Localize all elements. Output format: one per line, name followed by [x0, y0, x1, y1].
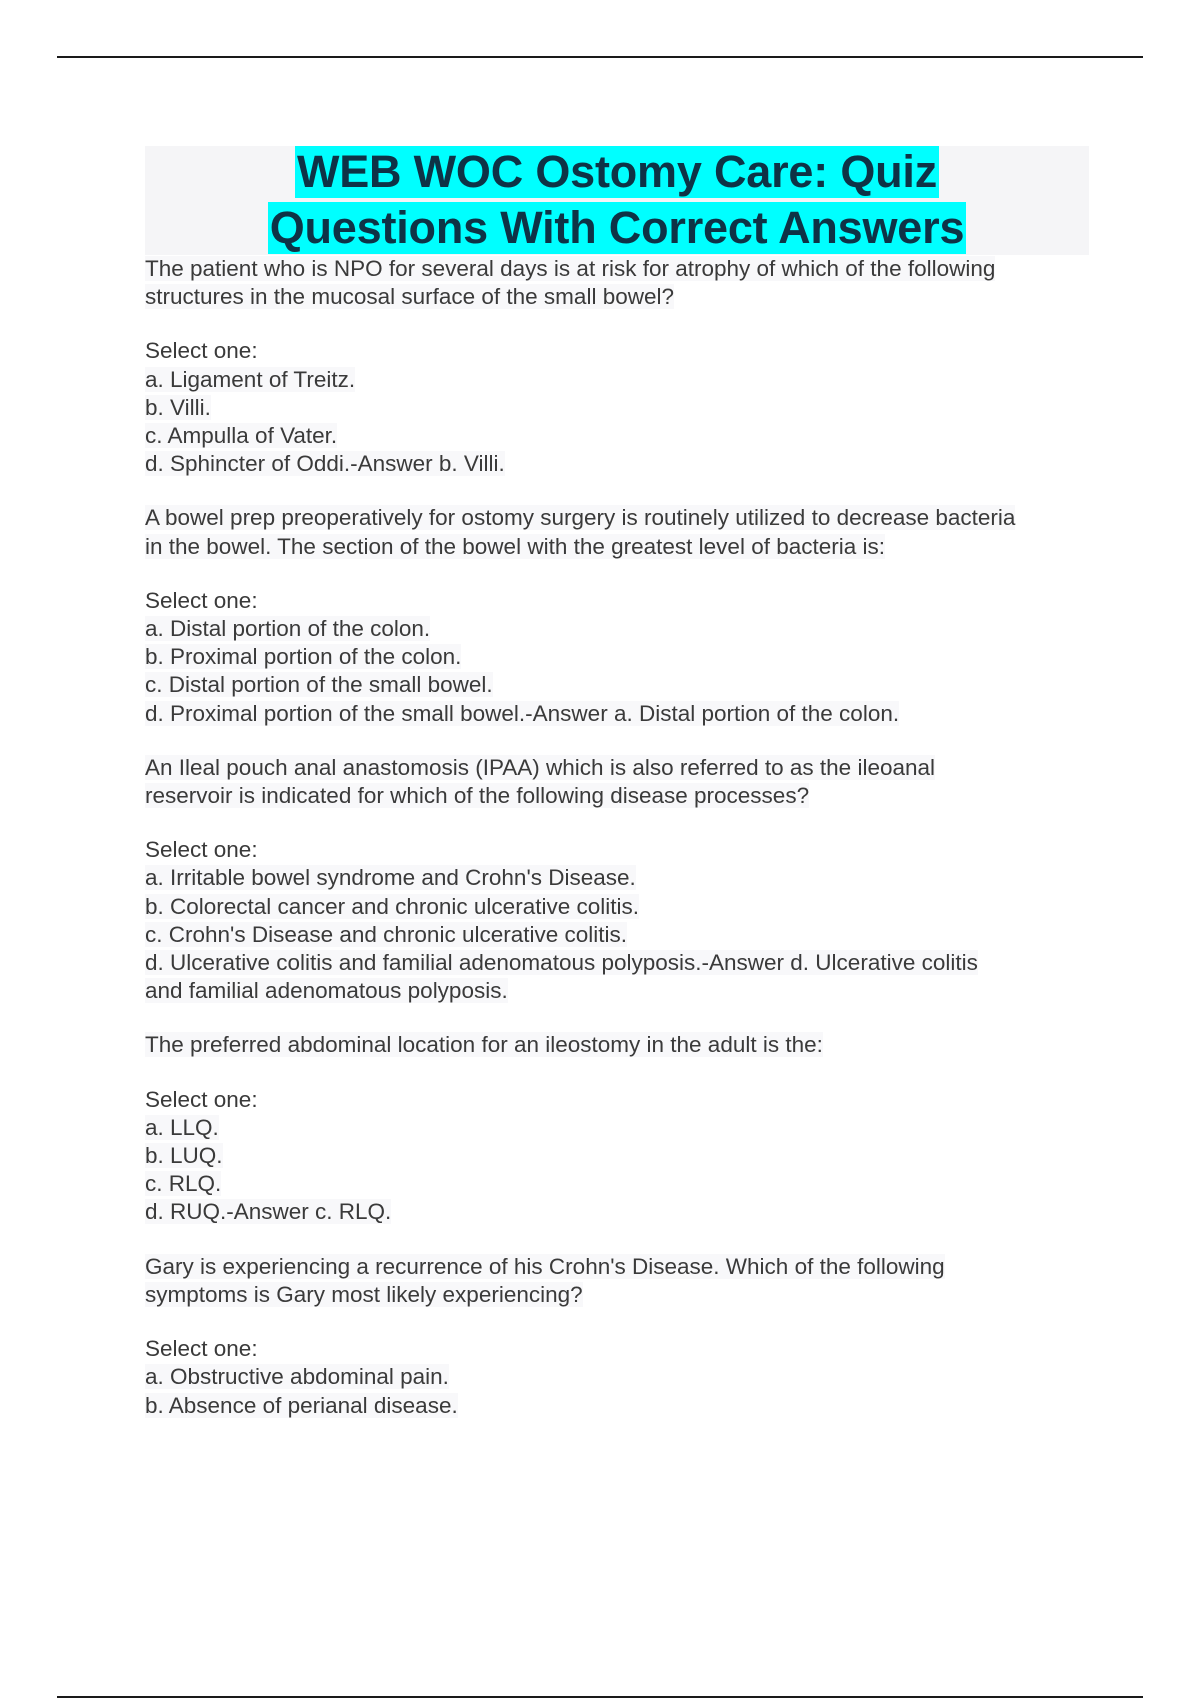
question-text: in the bowel. The section of the bowel with the greatest level of bacteria is:	[145, 533, 886, 559]
question-text-line	[145, 1281, 1089, 1309]
question-text-line	[145, 255, 1089, 283]
title-line-2: Questions With Correct Answers	[269, 202, 965, 253]
spacer	[145, 561, 1089, 587]
answer-option-line	[145, 921, 1089, 949]
answer-option-text: b. LUQ.	[145, 1143, 223, 1169]
title-line-1: WEB WOC Ostomy Care: Quiz	[296, 146, 938, 197]
question-text: reservoir is indicated for which of the following disease processes?	[145, 783, 810, 809]
question-text-line	[145, 504, 1089, 532]
select-one-label: Select one:	[145, 338, 258, 364]
question-text-line	[145, 1031, 1089, 1059]
answer-option-line	[145, 1363, 1089, 1391]
question-text: Gary is experiencing a recurrence of his Crohn's Disease. Which of the following	[145, 1253, 945, 1279]
answer-option-text: a. Distal portion of the colon.	[145, 616, 431, 642]
top-rule	[57, 56, 1143, 58]
question-text: An Ileal pouch anal anastomosis (IPAA) which is also referred to as the ileoanal	[145, 754, 936, 780]
answer-option-text: c. Crohn's Disease and chronic ulcerative colitis.	[145, 921, 628, 947]
answer-option-text: a. Obstructive abdominal pain.	[145, 1364, 449, 1390]
answer-option-line	[145, 1114, 1089, 1142]
answer-option-text: a. Ligament of Treitz.	[145, 366, 356, 392]
answer-option-text: c. RLQ.	[145, 1171, 222, 1197]
answer-option-line	[145, 893, 1089, 921]
question-text: structures in the mucosal surface of the small bowel?	[145, 284, 674, 310]
answer-option-text: b. Villi.	[145, 394, 211, 420]
question-text-line	[145, 754, 1089, 782]
answer-option-line	[145, 450, 1089, 478]
answer-option-line	[145, 949, 1089, 977]
answer-option-text: b. Colorectal cancer and chronic ulcerative colitis.	[145, 893, 639, 919]
answer-option-text: d. Ulcerative colitis and familial adenomatous polyposis.-Answer d. Ulcerative colitis	[145, 950, 978, 976]
question-block	[145, 255, 1089, 478]
answer-option-text: c. Distal portion of the small bowel.	[145, 672, 493, 698]
spacer	[145, 1309, 1089, 1335]
answer-option-line	[145, 700, 1089, 728]
document-body	[145, 146, 1089, 1446]
question-text-line	[145, 782, 1089, 810]
answer-option-line	[145, 615, 1089, 643]
answer-option-line	[145, 1142, 1089, 1170]
answer-option-text: d. Proximal portion of the small bowel.-Answer a. Distal portion of the colon.	[145, 700, 900, 726]
question-block	[145, 1031, 1089, 1226]
spacer	[145, 1060, 1089, 1086]
question-text-line	[145, 283, 1089, 311]
question-block	[145, 754, 1089, 1006]
answer-option-line	[145, 1392, 1089, 1420]
question-text: symptoms is Gary most likely experiencing?	[145, 1281, 583, 1307]
answer-option-text: a. Irritable bowel syndrome and Crohn's Disease.	[145, 865, 636, 891]
select-one-label: Select one:	[145, 837, 258, 863]
question-text: The patient who is NPO for several days is at risk for atrophy of which of the following	[145, 256, 996, 281]
answer-option-line	[145, 643, 1089, 671]
answer-option-line	[145, 977, 1089, 1005]
spacer	[145, 311, 1089, 337]
answer-option-text: d. RUQ.-Answer c. RLQ.	[145, 1199, 392, 1225]
answer-option-text: b. Absence of perianal disease.	[145, 1392, 458, 1418]
question-block	[145, 504, 1089, 727]
question-block	[145, 1253, 1089, 1420]
bottom-rule	[57, 1696, 1143, 1698]
answer-option-line	[145, 864, 1089, 892]
spacer	[145, 810, 1089, 836]
answer-option-line	[145, 394, 1089, 422]
answer-option-text: and familial adenomatous polyposis.	[145, 978, 508, 1004]
answer-option-line	[145, 1170, 1089, 1198]
select-one-label: Select one:	[145, 1086, 258, 1112]
question-list	[145, 255, 1089, 1420]
select-one-label: Select one:	[145, 1336, 258, 1362]
question-text-line	[145, 533, 1089, 561]
answer-option-text: a. LLQ.	[145, 1114, 219, 1140]
question-text: A bowel prep preoperatively for ostomy surgery is routinely utilized to decrease bacteria	[145, 505, 1016, 531]
answer-option-text: d. Sphincter of Oddi.-Answer b. Villi.	[145, 451, 505, 477]
question-text-line	[145, 1253, 1089, 1281]
answer-option-line	[145, 422, 1089, 450]
answer-option-line	[145, 671, 1089, 699]
answer-option-line	[145, 366, 1089, 394]
answer-option-text: b. Proximal portion of the colon.	[145, 644, 462, 670]
answer-option-text: c. Ampulla of Vater.	[145, 423, 338, 449]
select-one-label: Select one:	[145, 587, 258, 613]
title-block	[145, 146, 1089, 255]
question-text: The preferred abdominal location for an ileostomy in the adult is the:	[145, 1032, 823, 1058]
answer-option-line	[145, 1198, 1089, 1226]
